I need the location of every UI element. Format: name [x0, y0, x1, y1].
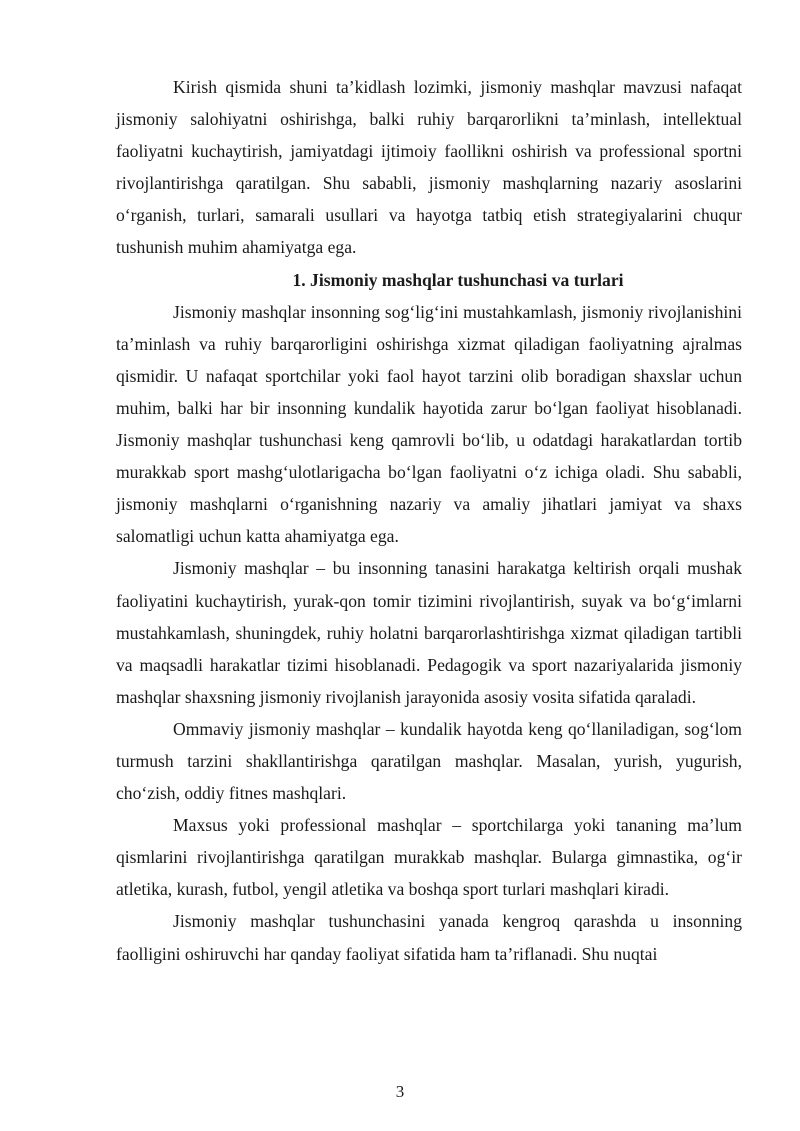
body-paragraph-3: Ommaviy jismoniy mashqlar – kundalik hayotda keng qo‘llaniladigan, sog‘lom turmush tarzini shakllantirishga qaratilgan mashqlar. Masalan, yurish, yugurish, cho‘zish, oddiy fitnes mashqlari.: [116, 718, 742, 804]
body-paragraph-1: Jismoniy mashqlar insonning sog‘lig‘ini mustahkamlash, jismoniy rivojlanishini ta’minlash va ruhiy barqarorligini oshirishga xizmat qiladigan faoliyatning ajralmas qismidir. U nafaqat sportchilar yoki faol hayot tarzini olib boradigan shaxslar uchun muhim, balki har bir insonning kundalik hayotida zarur bo‘lgan faoliyat hisoblanadi. Jismoniy mashqlar tushunchasi keng qamrovli bo‘lib, u odatdagi harakatlardan tortib murakkab sport mashg‘ulotlarigacha bo‘lgan faoliyatni o‘z ichiga oladi. Shu sababli, jismoniy mashqlarni o‘rganishning nazariy va amaliy jihatlari jamiyat va shaxs salomatligi uchun katta ahamiyatga ega.: [116, 301, 742, 547]
page-body: [116, 71, 742, 970]
body-paragraph-5: Jismoniy mashqlar tushunchasini yanada kengroq qarashda u insonning faolligini oshiruvchi har qanday faoliyat sifatida ham ta’riflanadi. Shu nuqtai: [116, 911, 742, 964]
body-paragraph-4: Maxsus yoki professional mashqlar – sportchilarga yoki tananing ma’lum qismlarini rivojlantirishga qaratilgan murakkab mashqlar. Bularga gimnastika, og‘ir atletika, kurash, futbol, yengil atletika va boshqa sport turlari mashqlari kiradi.: [116, 815, 742, 900]
section-heading: 1. Jismoniy mashqlar tushunchasi va turlari: [292, 269, 624, 290]
body-paragraph-2: Jismoniy mashqlar – bu insonning tanasini harakatga keltirish orqali mushak faoliyatini kuchaytirish, yurak-qon tomir tizimini rivojlantirish, suyak va bo‘g‘imlarni mustahkamlash, shuningdek, ruhiy holatni barqarorlashtirishga xizmat qiladigan tartibli va maqsadli harakatlar tizimi hisoblanadi. Pedagogik va sport nazariyalarida jismoniy mashqlar shaxsning jismoniy rivojlanish jarayonida asosiy vosita sifatida qaraladi.: [116, 558, 742, 707]
intro-paragraph: Kirish qismida shuni ta’kidlash lozimki, jismoniy mashqlar mavzusi nafaqat jismoniy salohiyatni oshirishga, balki ruhiy barqarorlikni ta’minlash, intellektual faoliyatni kuchaytirish, jamiyatdagi ijtimoiy faollikni oshirish va professional sportni rivojlantirishga qaratilgan. Shu sababli, jismoniy mashqlarning nazariy asoslarini o‘rganish, turlari, samarali usullari va hayotga tatbiq etish strategiyalarini chuqur tushunish muhim ahamiyatga ega.: [116, 77, 742, 258]
page-number: 3: [395, 1082, 405, 1101]
